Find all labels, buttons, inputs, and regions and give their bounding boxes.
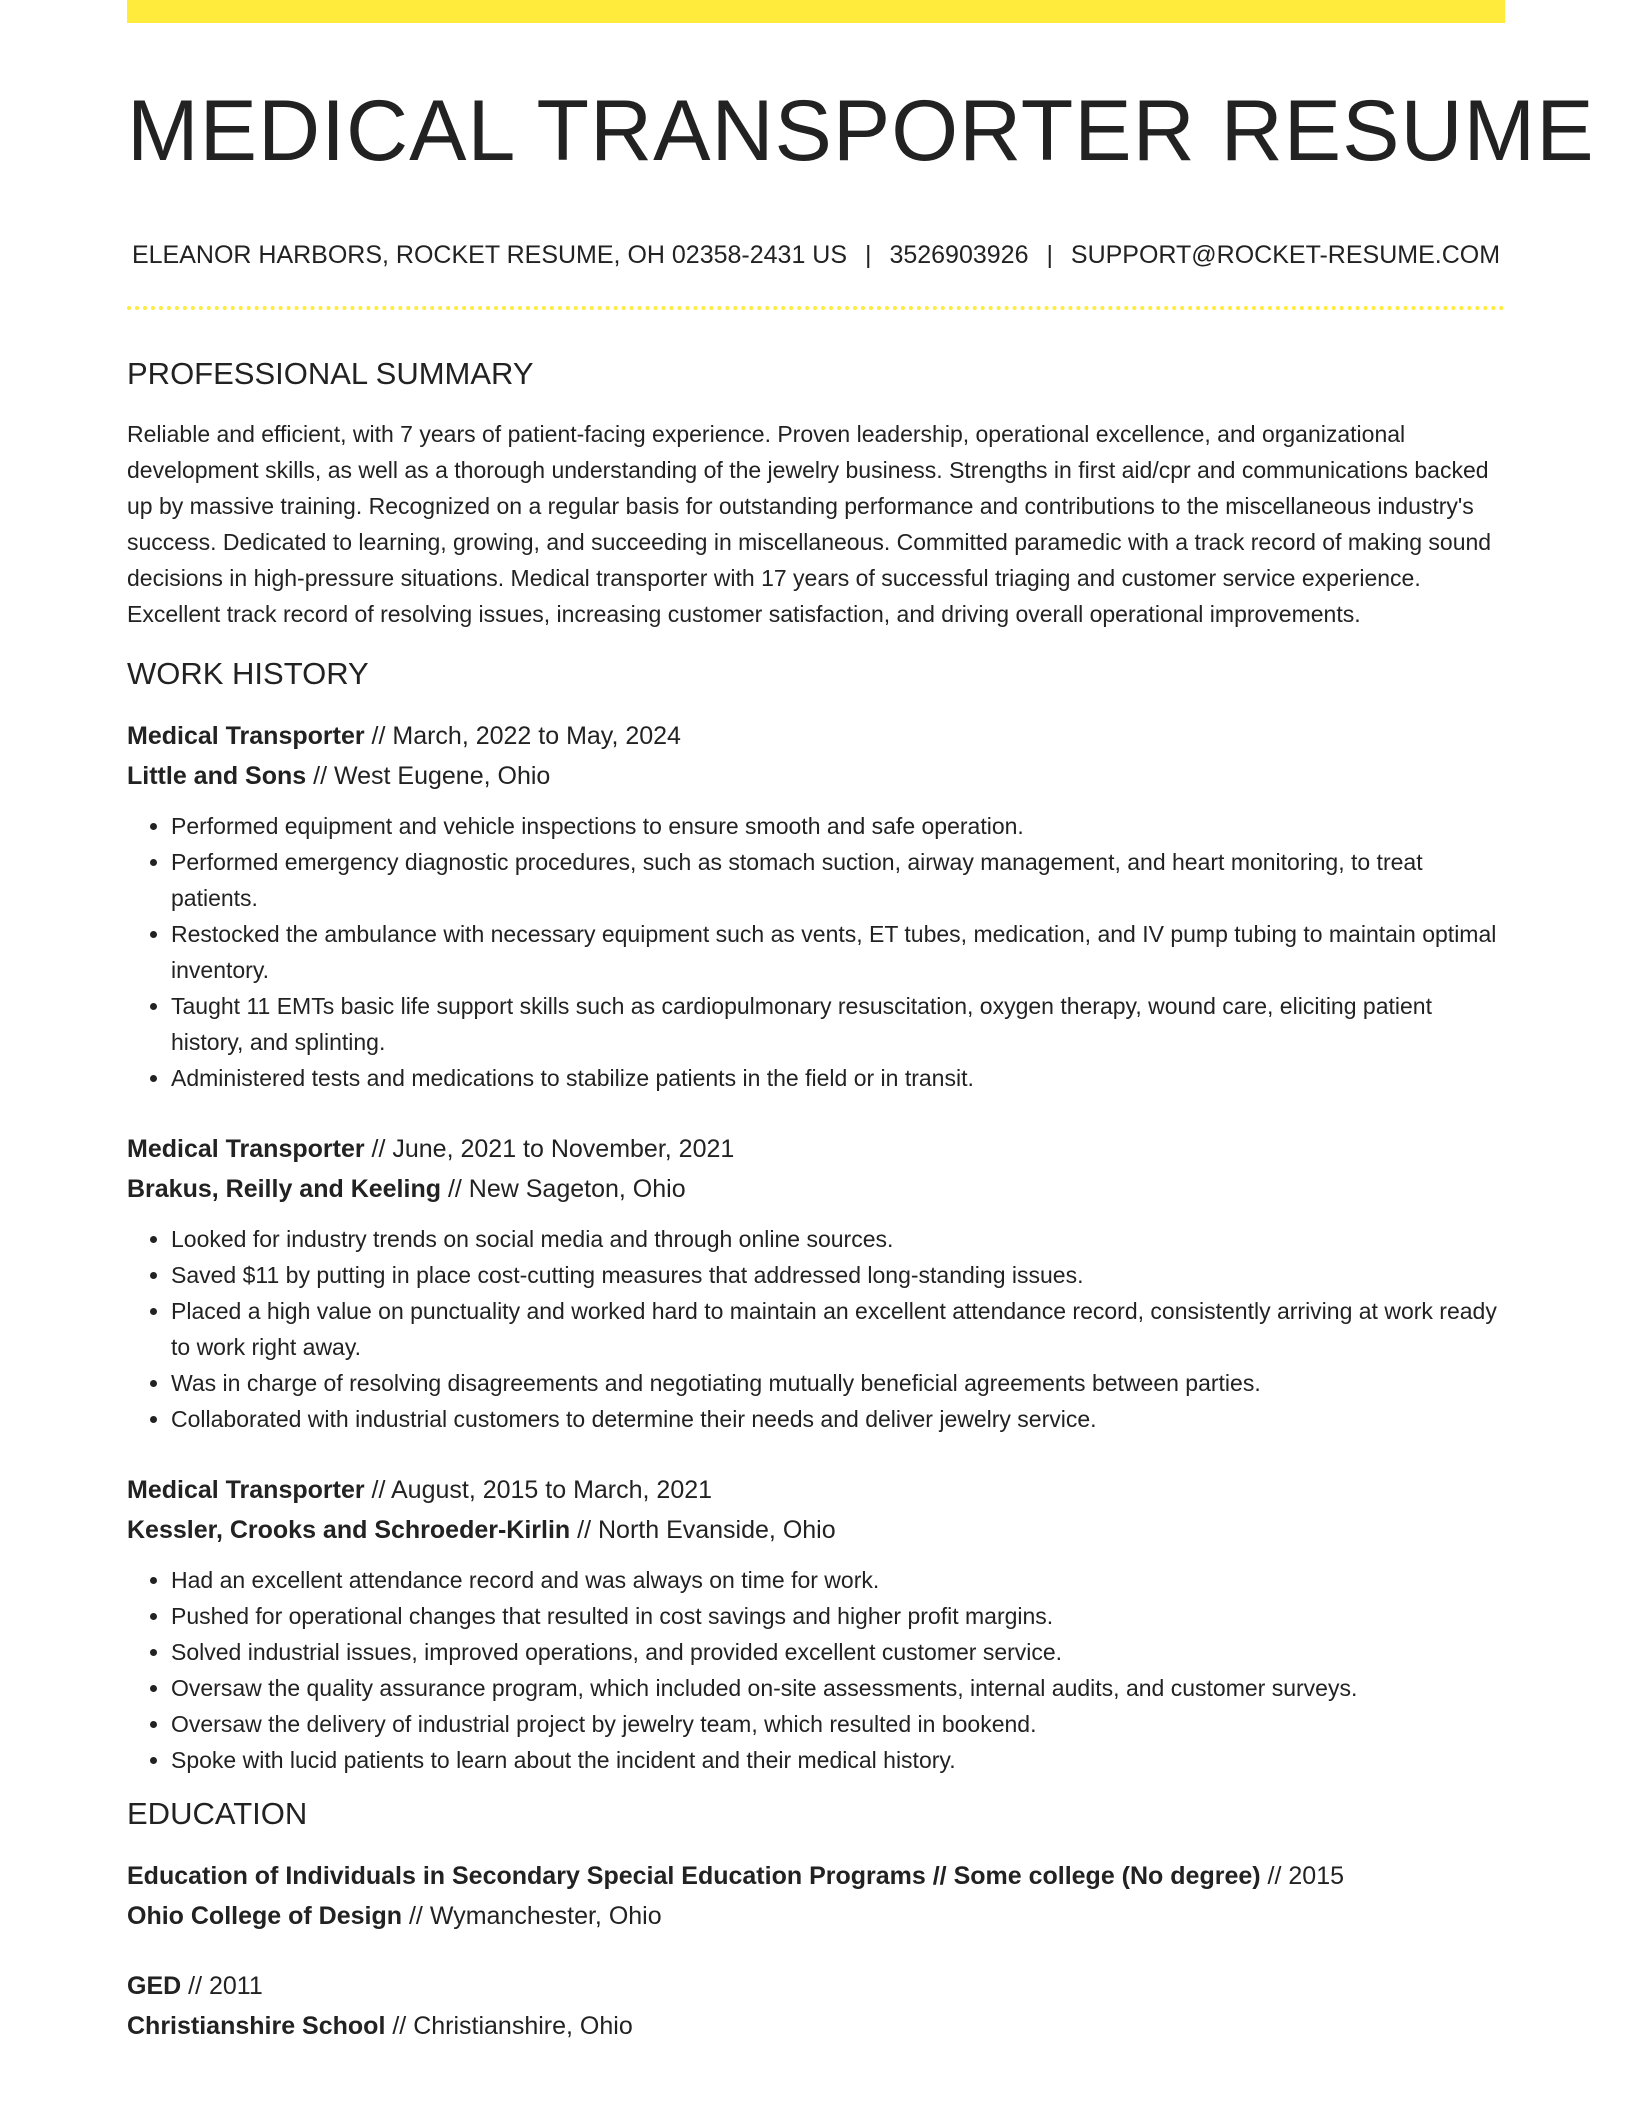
job-dates: March, 2022 to May, 2024: [392, 722, 681, 750]
job-bullet: • Performed equipment and vehicle inspections to ensure smooth and safe operation.: [171, 808, 1505, 844]
work-history-heading: WORK HISTORY: [127, 656, 369, 691]
education-section: [127, 1792, 1505, 2046]
degree-line: [127, 1966, 1505, 2006]
job-company: Little and Sons: [127, 762, 307, 790]
job-title: Medical Transporter: [127, 1476, 365, 1504]
job-bullet: • Was in charge of resolving disagreements and negotiating mutually beneficial agreements between parties.: [171, 1365, 1505, 1401]
graduation-year: 2015: [1288, 1862, 1345, 1890]
school-location: Christianshire, Ohio: [413, 2012, 633, 2040]
contact-separator: |: [1046, 241, 1053, 269]
school-location: Wymanchester, Ohio: [429, 1902, 662, 1930]
job-entry: [127, 1129, 1505, 1437]
job-bullet: • Performed emergency diagnostic procedures, such as stomach suction, airway management, and heart monitoring, to treat patients.: [171, 844, 1505, 916]
delimiter: //: [402, 1902, 430, 1930]
job-list: [127, 716, 1505, 1778]
summary-heading: PROFESSIONAL SUMMARY: [127, 356, 534, 391]
school-name: Ohio College of Design: [127, 1902, 403, 1930]
school-line: [127, 1896, 1505, 1936]
contact-email: SUPPORT@ROCKET-RESUME.COM: [1070, 241, 1501, 269]
job-title-line: [127, 1129, 1505, 1169]
job-entry: [127, 716, 1505, 1096]
summary-text: Reliable and efficient, with 7 years of patient-facing experience. Proven leadership, operational excellence, and organizational development skills, as well as a thorough understanding of the jewelry business. Strengths in first aid/cpr and communications backed up by massive training. Recognized on a regular basis for outstanding performance and contributions to the miscellaneous industry's success. Dedicated to learning, growing, and succeeding in miscellaneous. Committed paramedic with a track record of making sound decisions in high-pressure situations. Medical transporter with 17 years of successful triaging and customer service experience. Excellent track record of resolving issues, increasing customer satisfaction, and driving overall operational improvements.: [127, 421, 1492, 627]
job-bullet: • Looked for industry trends on social media and through online sources.: [171, 1221, 1505, 1257]
resume-content: [127, 352, 1505, 2076]
contact-phone: 3526903926: [889, 241, 1029, 269]
job-bullet: • Collaborated with industrial customers to determine their needs and deliver jewelry service.: [171, 1401, 1505, 1437]
delimiter: //: [570, 1516, 598, 1544]
job-bullet: • Placed a high value on punctuality and worked hard to maintain an excellent attendance record, consistently arriving at work ready to work right away.: [171, 1293, 1505, 1365]
delimiter: //: [1260, 1862, 1289, 1890]
job-dates: June, 2021 to November, 2021: [392, 1135, 735, 1163]
delimiter: //: [181, 1972, 209, 2000]
education-entry: [127, 1856, 1505, 1936]
top-accent-bar: [127, 0, 1505, 23]
job-title-line: [127, 1470, 1505, 1510]
education-list: [127, 1856, 1505, 2046]
job-bullets: [127, 1221, 1505, 1437]
delimiter: //: [364, 722, 393, 750]
dotted-divider: [127, 306, 1505, 310]
contact-line: [127, 236, 1505, 274]
job-dates: August, 2015 to March, 2021: [390, 1476, 713, 1504]
delimiter: //: [306, 762, 334, 790]
degree-line: [127, 1856, 1505, 1896]
job-bullet: • Solved industrial issues, improved operations, and provided excellent customer service.: [171, 1634, 1505, 1670]
job-bullet: • Restocked the ambulance with necessary equipment such as vents, ET tubes, medication, and IV pump tubing to maintain optimal inventory.: [171, 916, 1505, 988]
degree: GED: [127, 1972, 182, 2000]
job-company: Brakus, Reilly and Keeling: [127, 1175, 441, 1203]
delimiter: //: [364, 1135, 393, 1163]
graduation-year: 2011: [208, 1972, 263, 2000]
delimiter: //: [364, 1476, 391, 1504]
job-title: Medical Transporter: [127, 722, 365, 750]
job-location: New Sageton, Ohio: [468, 1175, 686, 1203]
education-heading: EDUCATION: [127, 1796, 308, 1831]
contact-separator: |: [864, 241, 872, 269]
job-bullets: [127, 1562, 1505, 1778]
delimiter: //: [385, 2012, 414, 2040]
job-bullet: • Oversaw the delivery of industrial project by jewelry team, which resulted in bookend.: [171, 1706, 1505, 1742]
job-location: West Eugene, Ohio: [333, 762, 551, 790]
job-company: Kessler, Crooks and Schroeder-Kirlin: [127, 1516, 571, 1544]
job-title: Medical Transporter: [127, 1135, 365, 1163]
job-bullet: • Spoke with lucid patients to learn about the incident and their medical history.: [171, 1742, 1505, 1778]
resume-title: MEDICAL TRANSPORTER RESUME: [127, 83, 1595, 179]
job-bullet: • Oversaw the quality assurance program, which included on-site assessments, internal audits, and customer surveys.: [171, 1670, 1505, 1706]
school-name: Christianshire School: [127, 2012, 386, 2040]
summary-section: [127, 352, 1505, 632]
job-bullet: • Taught 11 EMTs basic life support skills such as cardiopulmonary resuscitation, oxygen therapy, wound care, eliciting patient history, and splinting.: [171, 988, 1505, 1060]
job-bullets: [127, 808, 1505, 1096]
job-company-line: [127, 1510, 1505, 1550]
job-company-line: [127, 1169, 1505, 1209]
job-location: North Evanside, Ohio: [598, 1516, 836, 1544]
degree: Education of Individuals in Secondary Special Education Programs // Some college (No degree): [127, 1862, 1261, 1890]
job-bullet: • Administered tests and medications to stabilize patients in the field or in transit.: [171, 1060, 1505, 1096]
education-entry: [127, 1966, 1505, 2046]
school-line: [127, 2006, 1505, 2046]
job-company-line: [127, 756, 1505, 796]
work-history-section: [127, 652, 1505, 1778]
job-title-line: [127, 716, 1505, 756]
job-bullet: • Saved $11 by putting in place cost-cutting measures that addressed long-standing issues.: [171, 1257, 1505, 1293]
delimiter: //: [441, 1175, 469, 1203]
job-entry: [127, 1470, 1505, 1778]
job-bullet: • Pushed for operational changes that resulted in cost savings and higher profit margins.: [171, 1598, 1505, 1634]
contact-address: ELEANOR HARBORS, ROCKET RESUME, OH 02358-2431 US: [131, 241, 848, 269]
job-bullet: • Had an excellent attendance record and was always on time for work.: [171, 1562, 1505, 1598]
